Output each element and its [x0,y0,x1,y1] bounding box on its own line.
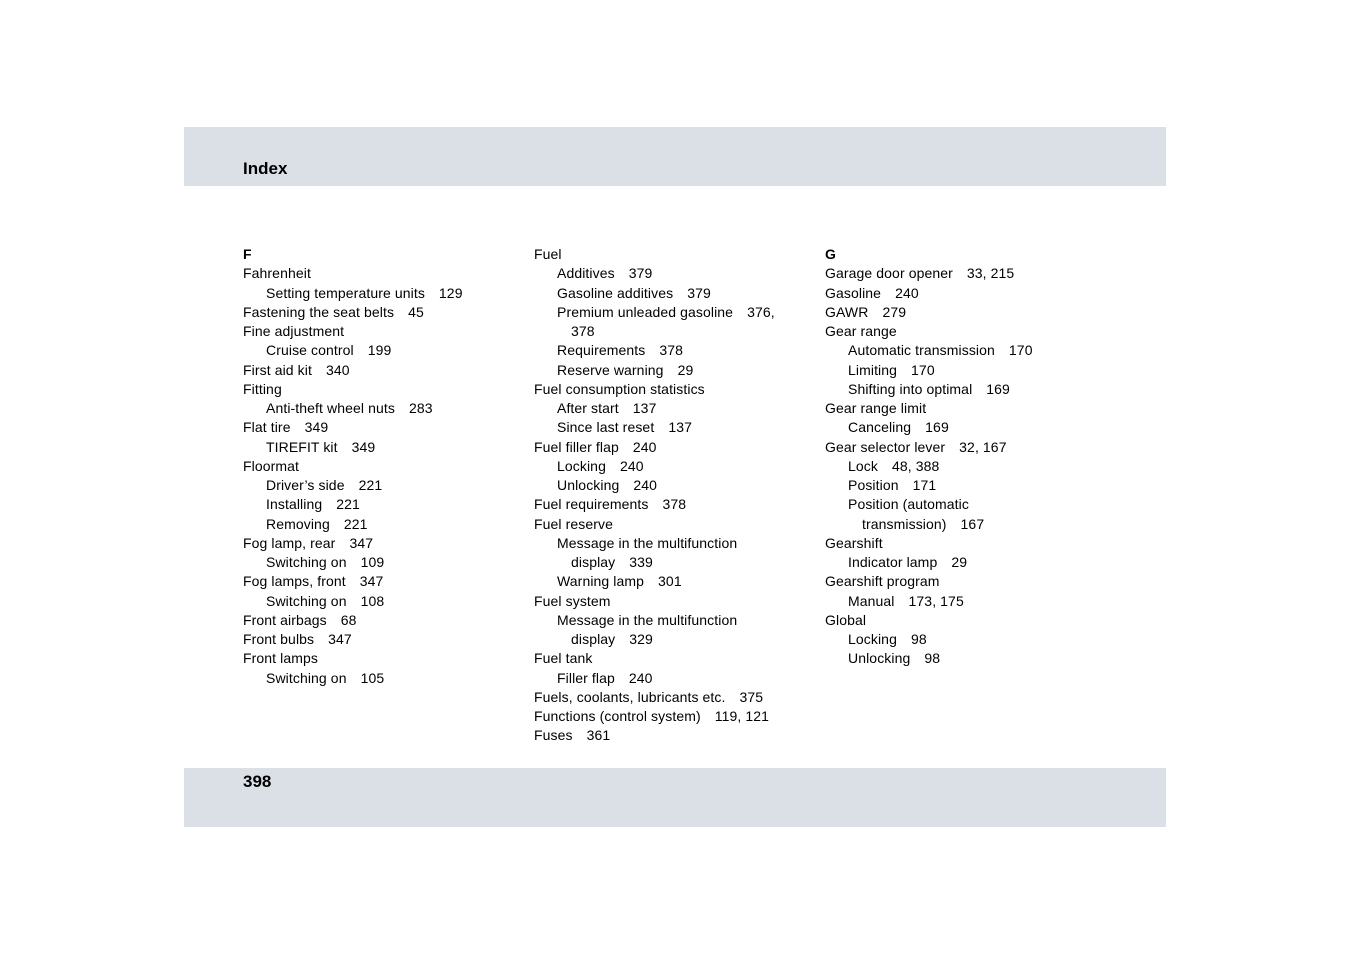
index-subentry [243,592,493,611]
index-subentry [243,515,493,534]
page-reference: 171 [912,477,937,493]
index-entry [534,688,784,707]
index-term: Position [848,477,899,493]
index-entry [243,534,493,553]
index-subentry [534,284,784,303]
page-number: 398 [243,772,272,791]
index-subentry [534,534,784,553]
page-reference: 347 [328,631,352,647]
page-reference: 45 [408,303,424,320]
index-term: Front airbags [243,611,327,628]
index-term: Shifting into optimal [848,380,973,397]
page-reference: 329 [629,631,653,647]
header-band [184,127,1166,186]
index-subentry [243,341,493,360]
index-subentry [534,476,784,495]
index-term: Unlocking [848,650,911,667]
page-reference: 376, [747,303,775,320]
index-term: Flat tire [243,419,291,436]
index-term: Locking [557,457,606,474]
index-term: Front lamps [243,650,319,667]
index-subentry [825,476,1075,495]
page-reference: 98 [910,631,927,647]
page-reference: 169 [986,380,1010,397]
index-term: Anti-theft wheel nuts [266,400,395,416]
page-reference: 48, 388 [891,457,940,474]
index-entry [825,438,1075,457]
index-term: Setting temperature units [266,284,425,301]
index-term: Fog lamps, front [243,573,346,590]
index-term: Reserve warning [557,361,664,378]
index-subentry [825,341,1075,360]
index-term: After start [557,400,619,416]
index-term: GAWR [825,303,869,320]
page-reference: 221 [343,515,368,532]
index-term: Fog lamp, rear [243,534,336,551]
page-reference: 105 [360,669,385,686]
page-reference: 221 [336,496,360,513]
page-reference: 378 [662,496,687,513]
index-term: Fuel consumption statistics [534,380,705,397]
index-term: Driver’s side [266,477,345,493]
index-subentry [825,649,1075,668]
index-term: Requirements [557,342,646,359]
index-term: Gear range [825,323,897,339]
index-subentry [243,669,493,688]
index-subentry [243,495,493,514]
index-entry [243,611,493,630]
index-subentry [825,361,1075,380]
index-term: Front bulbs [243,631,315,647]
index-entry [243,264,493,283]
index-term: Automatic transmission [848,342,995,359]
index-subentry [534,669,784,688]
page-reference: 29 [951,554,968,570]
index-entry [243,361,493,380]
page-reference: 119, 121 [714,708,770,724]
page-reference: 375 [739,688,764,705]
page-reference: 240 [633,477,658,493]
index-term: Gear selector lever [825,438,946,455]
page-reference: 240 [619,457,644,474]
index-term: Fastening the seat belts [243,303,395,320]
index-term: Fuel reserve [534,515,614,532]
index-term: Cruise control [266,342,354,359]
index-continuation [534,630,784,649]
index-entry [825,399,1075,418]
index-term: transmission) [862,515,947,532]
index-term: Removing [266,515,330,532]
page-reference: 109 [360,554,385,570]
index-term: Switching on [266,669,347,686]
index-term: Indicator lamp [848,554,938,570]
index-term: Lock [848,457,878,474]
index-entry [825,611,1075,630]
index-subentry [534,341,784,360]
index-term: Gasoline [825,284,882,301]
index-term: Fahrenheit [243,265,311,282]
page-reference: 32, 167 [959,438,1007,455]
index-entry [825,534,1075,553]
index-column-1 [243,245,493,688]
index-entry [243,380,493,399]
index-term: Canceling [848,419,912,436]
index-subentry [825,380,1075,399]
index-continuation [534,322,784,341]
index-entry [825,322,1075,341]
index-subentry [825,495,1075,514]
index-term: Fuel requirements [534,496,649,513]
index-subentry [534,264,784,283]
index-subentry [534,399,784,418]
index-term: Manual [848,592,895,609]
index-subentry [825,592,1075,611]
index-entry [243,418,493,437]
page-reference: 221 [358,477,383,493]
index-subentry [243,399,493,418]
index-term: Message in the multifunction [557,534,738,551]
index-entry [534,515,784,534]
page-reference: 339 [629,554,653,570]
page-reference: 347 [359,573,384,590]
footer-band [184,768,1166,827]
index-subentry [243,476,493,495]
page-reference: 137 [632,400,657,416]
index-term: Premium unleaded gasoline [557,303,734,320]
index-column-3 [825,245,1075,669]
index-term: display [571,554,616,570]
index-entry [243,649,493,668]
index-term: Gearshift program [825,573,940,590]
index-subentry [534,361,784,380]
index-entry [534,592,784,611]
page-reference: 240 [628,669,653,686]
index-entry [243,457,493,476]
page-reference: 340 [325,361,350,378]
index-term: Position (automatic [848,496,969,513]
page-reference: 98 [924,650,941,667]
index-term: 378 [571,323,595,339]
index-term: Global [825,611,867,628]
index-term: Additives [557,265,615,282]
index-entry [825,264,1075,283]
index-entry [825,572,1075,591]
index-term: Fuels, coolants, lubricants etc. [534,688,726,705]
index-subentry [825,418,1075,437]
page-reference: 167 [960,515,985,532]
index-subentry [534,418,784,437]
index-term: Locking [848,631,897,647]
index-term: Since last reset [557,419,655,436]
index-entry [243,303,493,322]
index-term: Message in the multifunction [557,611,738,628]
index-subentry [825,553,1075,572]
index-term: Unlocking [557,477,620,493]
index-subentry [534,303,784,322]
page-reference: 33, 215 [966,265,1015,282]
page-reference: 240 [895,284,919,301]
page-title: Index [243,159,288,178]
index-term: G [825,246,836,262]
index-term: Installing [266,496,323,513]
index-entry [534,649,784,668]
index-subentry [534,611,784,630]
index-entry [243,630,493,649]
index-subentry [243,438,493,457]
index-term: TIREFIT kit [266,438,338,455]
index-term: Fuel filler flap [534,438,619,455]
index-continuation [534,553,784,572]
index-column-2 [534,245,784,746]
index-entry [825,303,1075,322]
page-reference: 361 [586,727,611,744]
index-subentry [243,284,493,303]
index-term: Gear range limit [825,400,927,416]
index-continuation [825,515,1075,534]
index-term: Fuel tank [534,650,593,667]
index-letter-heading [243,245,493,264]
index-term: Switching on [266,554,347,570]
page-reference: 240 [632,438,657,455]
index-entry [534,245,784,264]
page-reference: 68 [340,611,357,628]
index-entry [534,726,784,745]
index-term: display [571,631,616,647]
index-term: Gasoline additives [557,284,674,301]
page-reference: 379 [628,265,653,282]
index-term: F [243,246,252,262]
index-entry [534,707,784,726]
page-reference: 349 [351,438,376,455]
index-term: Fuses [534,727,573,744]
index-term: Limiting [848,361,898,378]
page-reference: 349 [304,419,329,436]
page-reference: 283 [408,400,433,416]
index-term: First aid kit [243,361,312,378]
page-reference: 137 [668,419,692,436]
index-entry [825,284,1075,303]
page-reference: 199 [367,342,392,359]
index-subentry [534,457,784,476]
index-subentry [534,572,784,591]
page-reference: 108 [360,592,385,609]
index-entry [534,495,784,514]
index-term: Switching on [266,592,347,609]
index-term: Gearshift [825,534,883,551]
page-reference: 29 [677,361,694,378]
index-entry [243,322,493,341]
index-term: Floormat [243,457,300,474]
page-reference: 129 [438,284,463,301]
page-reference: 301 [658,573,682,590]
page-reference: 170 [911,361,935,378]
index-term: Functions (control system) [534,708,701,724]
page-reference: 169 [925,419,949,436]
index-subentry [825,630,1075,649]
index-entry [534,380,784,399]
index-entry [534,438,784,457]
index-entry [243,572,493,591]
page-reference: 279 [882,303,907,320]
index-term: Fuel system [534,592,611,609]
index-term: Fitting [243,380,282,397]
page-reference: 378 [659,342,684,359]
index-term: Garage door opener [825,265,953,282]
page-reference: 347 [349,534,374,551]
page-reference: 379 [687,284,711,301]
page-reference: 173, 175 [908,592,964,609]
index-term: Filler flap [557,669,615,686]
index-term: Warning lamp [557,573,645,590]
index-subentry [243,553,493,572]
page-reference: 170 [1008,342,1033,359]
index-subentry [825,457,1075,476]
index-term: Fuel [534,246,562,262]
index-letter-heading [825,245,1075,264]
index-term: Fine adjustment [243,323,345,339]
